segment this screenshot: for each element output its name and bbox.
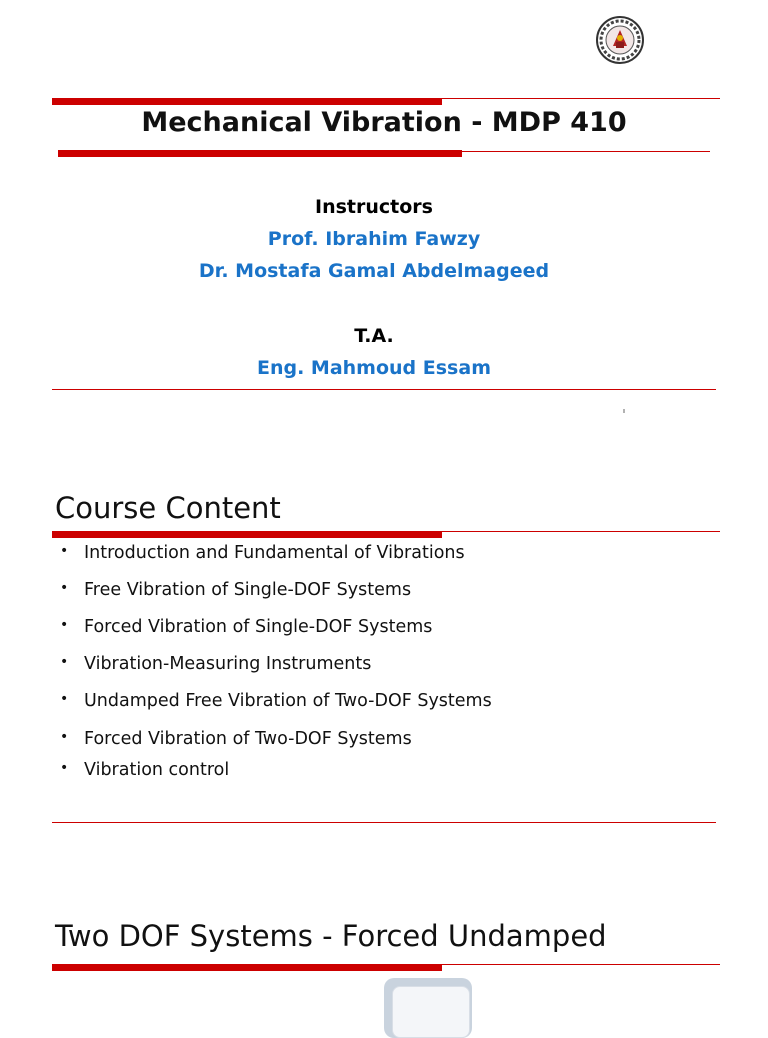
course-content-bar bbox=[52, 531, 442, 538]
list-item-text: Vibration-Measuring Instruments bbox=[84, 654, 372, 674]
course-content-line bbox=[442, 531, 720, 532]
bullet: • bbox=[60, 760, 69, 776]
university-seal-icon bbox=[596, 16, 644, 64]
instructor-1-name: Prof. Ibrahim Fawzy bbox=[267, 228, 481, 250]
bullet: • bbox=[60, 729, 69, 745]
title-line-top bbox=[442, 98, 720, 99]
figure-panel bbox=[392, 986, 470, 1038]
list-item-text: Undamped Free Vibration of Two-DOF Systems bbox=[84, 691, 492, 711]
title-bar-bottom bbox=[58, 150, 462, 157]
title-line-bottom bbox=[462, 151, 710, 152]
slide2-bottom-line bbox=[52, 822, 716, 823]
bullet: • bbox=[60, 617, 69, 633]
bullet: • bbox=[60, 543, 69, 559]
bullet: • bbox=[60, 654, 69, 670]
bullet: • bbox=[60, 691, 69, 707]
list-item-text: Introduction and Fundamental of Vibrations bbox=[84, 543, 465, 563]
ta-label: T.A. bbox=[354, 325, 394, 347]
course-content-heading: Course Content bbox=[55, 491, 281, 525]
instructor-2-name: Dr. Mostafa Gamal Abdelmageed bbox=[198, 260, 550, 282]
list-item-text: Forced Vibration of Single-DOF Systems bbox=[84, 617, 433, 637]
bullet: • bbox=[60, 580, 69, 596]
two-dof-bar bbox=[52, 964, 442, 971]
slide1-title: Mechanical Vibration - MDP 410 bbox=[141, 107, 627, 138]
instructors-label: Instructors bbox=[315, 196, 433, 218]
list-item-text: Vibration control bbox=[84, 760, 230, 780]
two-dof-line bbox=[442, 964, 720, 965]
list-item-text: Forced Vibration of Two-DOF Systems bbox=[84, 729, 412, 749]
list-item-text: Free Vibration of Single-DOF Systems bbox=[84, 580, 412, 600]
slide1-bottom-line bbox=[52, 389, 716, 390]
tick-mark bbox=[623, 398, 625, 402]
two-dof-heading: Two DOF Systems - Forced Undamped bbox=[55, 919, 607, 953]
ta-name: Eng. Mahmoud Essam bbox=[256, 357, 491, 379]
